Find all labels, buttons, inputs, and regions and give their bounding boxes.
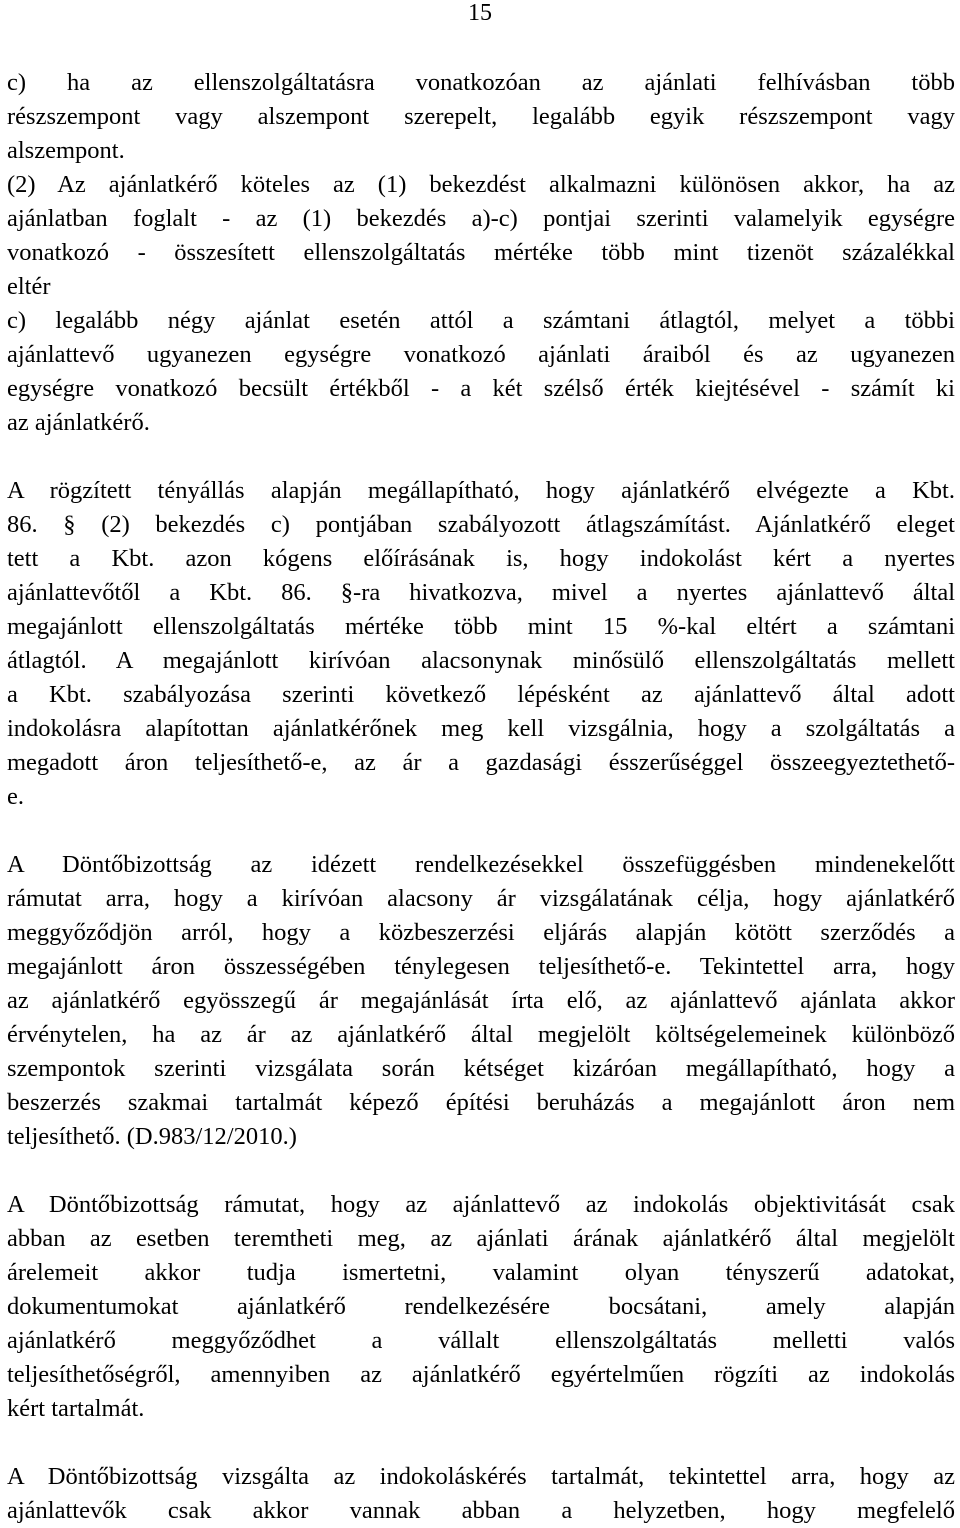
text-line: e.: [7, 783, 24, 810]
text-line: alszempont.: [7, 137, 125, 164]
text-line: A Döntőbizottság rámutat, hogy az ajánlattevő az indokolás objektivitását csak: [7, 1191, 955, 1218]
text-line: indokolásra alapítottan ajánlatkérőnek meg kell vizsgálnia, hogy a szolgáltatás a: [7, 715, 955, 742]
text-line: c) legalább négy ajánlat esetén attól a számtani átlagtól, melyet a többi: [7, 307, 955, 334]
text-line: árelemeit akkor tudja ismertetni, valamint olyan tényszerű adatokat,: [7, 1259, 955, 1286]
text-line: beszerzés szakmai tartalmát képező építési beruházás a megajánlott áron nem: [7, 1089, 955, 1116]
text-line: abban az esetben teremtheti meg, az ajánlati árának ajánlatkérő által megjelölt: [7, 1225, 955, 1252]
text-line: a Kbt. szabályozása szerinti következő lépésként az ajánlattevő által adott: [7, 681, 955, 708]
document-body: [7, 66, 955, 1528]
text-line: meggyőződjön arról, hogy a közbeszerzési eljárás alapján kötött szerződés a: [7, 919, 955, 946]
text-line: átlagtól. A megajánlott kirívóan alacsonynak minősülő ellenszolgáltatás mellett: [7, 647, 955, 674]
paragraph-p3: [7, 848, 955, 1154]
text-line: szempontok szerinti vizsgálata során kétséget kizáróan megállapítható, hogy a: [7, 1055, 955, 1082]
text-line: megajánlott áron összességében ténylegesen teljesíthető-e. Tekintettel arra, hogy: [7, 953, 955, 980]
text-line: A Döntőbizottság vizsgálta az indokoláskérés tartalmát, tekintettel arra, hogy az: [7, 1463, 955, 1490]
text-line: teljesíthető. (D.983/12/2010.): [7, 1123, 297, 1150]
text-line: rámutat arra, hogy a kirívóan alacsony ár vizsgálatának célja, hogy ajánlatkérő: [7, 885, 955, 912]
paragraph-gap: [7, 1426, 955, 1460]
text-line: az ajánlatkérő egyösszegű ár megajánlását írta elő, az ajánlattevő ajánlata akkor: [7, 987, 955, 1014]
paragraph-gap: [7, 440, 955, 474]
paragraph-p1: [7, 66, 955, 440]
text-line: tett a Kbt. azon kógens előírásának is, hogy indokolást kért a nyertes: [7, 545, 955, 572]
text-line: ajánlatban foglalt - az (1) bekezdés a)-c) pontjai szerinti valamelyik egységre: [7, 205, 955, 232]
paragraph-p4: [7, 1188, 955, 1426]
text-line: A rögzített tényállás alapján megállapítható, hogy ajánlatkérő elvégezte a Kbt.: [7, 477, 955, 504]
text-line: ajánlatkérő meggyőződhet a vállalt ellenszolgáltatás melletti valós: [7, 1327, 955, 1354]
text-line: egységre vonatkozó becsült értékből - a két szélső érték kiejtésével - számít ki: [7, 375, 955, 402]
paragraph-p5: [7, 1460, 955, 1528]
text-line: teljesíthetőségről, amennyiben az ajánlatkérő egyértelműen rögzíti az indokolás: [7, 1361, 955, 1388]
page-number: 15: [468, 0, 492, 26]
text-line: dokumentumokat ajánlatkérő rendelkezésére bocsátani, amely alapján: [7, 1293, 955, 1320]
paragraph-gap: [7, 814, 955, 848]
text-line: kért tartalmát.: [7, 1395, 145, 1422]
text-line: ajánlattevő ugyanezen egységre vonatkozó ajánlati áraiból és az ugyanezen: [7, 341, 955, 368]
text-line: ajánlattevőtől a Kbt. 86. §-ra hivatkozva, mivel a nyertes ajánlattevő által: [7, 579, 955, 606]
paragraph-p2: [7, 474, 955, 814]
text-line: c) ha az ellenszolgáltatásra vonatkozóan az ajánlati felhívásban több: [7, 69, 955, 96]
text-line: (2) Az ajánlatkérő köteles az (1) bekezdést alkalmazni különösen akkor, ha az: [7, 171, 955, 198]
text-line: részszempont vagy alszempont szerepelt, legalább egyik részszempont vagy: [7, 103, 955, 130]
text-line: eltér: [7, 273, 51, 300]
text-line: A Döntőbizottság az idézett rendelkezésekkel összefüggésben mindenekelőtt: [7, 851, 955, 878]
text-line: megadott áron teljesíthető-e, az ár a gazdasági ésszerűséggel összeegyeztethető-: [7, 749, 955, 776]
text-line: ajánlattevők csak akkor vannak abban a helyzetben, hogy megfelelő: [7, 1497, 955, 1524]
text-line: megajánlott ellenszolgáltatás mértéke több mint 15 %-kal eltért a számtani: [7, 613, 955, 640]
text-line: érvénytelen, ha az ár az ajánlatkérő által megjelölt költségelemeinek különböző: [7, 1021, 955, 1048]
text-line: az ajánlatkérő.: [7, 409, 150, 436]
text-line: vonatkozó - összesített ellenszolgáltatás mértéke több mint tizenöt százalékkal: [7, 239, 955, 266]
text-line: 86. § (2) bekezdés c) pontjában szabályozott átlagszámítást. Ajánlatkérő eleget: [7, 511, 955, 538]
paragraph-gap: [7, 1154, 955, 1188]
